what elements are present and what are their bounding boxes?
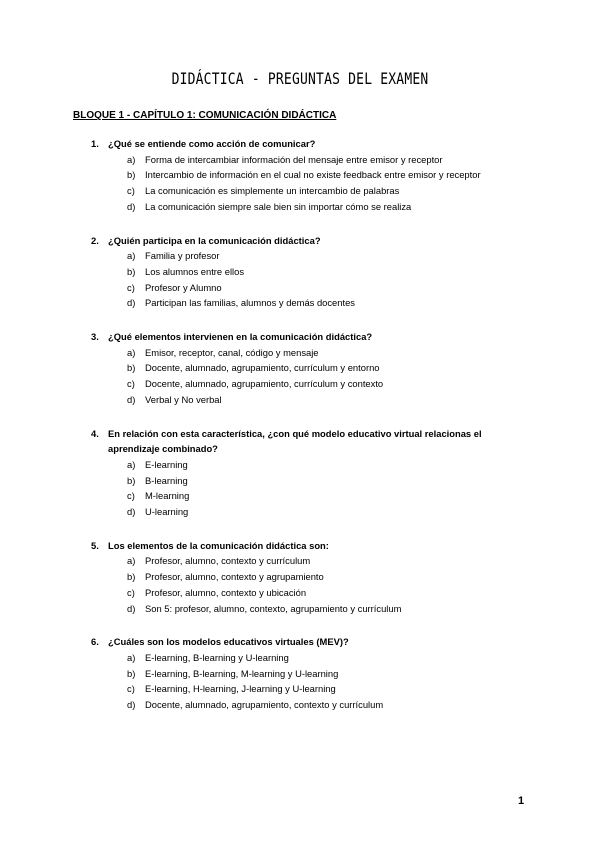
option-text: Profesor, alumno, contexto y agrupamiento bbox=[145, 571, 324, 583]
option-text: Participan las familias, alumnos y demás docentes bbox=[145, 297, 355, 309]
question-label: ¿Quién participa en la comunicación didáctica? bbox=[108, 234, 321, 246]
option-list bbox=[0, 152, 600, 215]
option-text: M-learning bbox=[145, 490, 190, 502]
option-letter: a) bbox=[127, 346, 136, 358]
question-label: Los elementos de la comunicación didáctica son: bbox=[108, 539, 329, 551]
question-text bbox=[0, 233, 600, 249]
option-letter: d) bbox=[127, 602, 136, 614]
question-label: En relación con esta característica, ¿con qué modelo educativo virtual relacionas el aprendizaje combinado? bbox=[108, 427, 482, 455]
option-letter: a) bbox=[127, 555, 136, 567]
answer-option bbox=[0, 650, 600, 666]
answer-option bbox=[0, 280, 600, 296]
answer-option bbox=[0, 488, 600, 504]
option-letter: c) bbox=[127, 490, 135, 502]
option-text: Emisor, receptor, canal, código y mensaje bbox=[145, 346, 319, 358]
answer-option bbox=[0, 248, 600, 264]
question-number: 6. bbox=[91, 636, 99, 648]
option-letter: c) bbox=[127, 683, 135, 695]
question-text bbox=[0, 136, 600, 152]
option-letter: a) bbox=[127, 651, 136, 663]
option-letter: c) bbox=[127, 586, 135, 598]
option-text: Profesor y Alumno bbox=[145, 281, 222, 293]
option-text: La comunicación es simplemente un intercambio de palabras bbox=[145, 185, 400, 197]
option-text: B-learning bbox=[145, 474, 188, 486]
answer-option bbox=[0, 585, 600, 601]
option-letter: b) bbox=[127, 169, 136, 181]
question-5 bbox=[0, 538, 600, 617]
option-letter: a) bbox=[127, 458, 136, 470]
option-letter: c) bbox=[127, 378, 135, 390]
option-letter: d) bbox=[127, 297, 136, 309]
option-text: Son 5: profesor, alumno, contexto, agrupamiento y currículum bbox=[145, 602, 402, 614]
answer-option bbox=[0, 601, 600, 617]
option-letter: d) bbox=[127, 393, 136, 405]
question-2 bbox=[0, 233, 600, 312]
option-text: U-learning bbox=[145, 506, 189, 518]
section-heading: BLOQUE 1 - CAPÍTULO 1: COMUNICACIÓN DIDÁCTICA bbox=[73, 110, 337, 121]
option-letter: b) bbox=[127, 265, 136, 277]
question-6 bbox=[0, 634, 600, 713]
option-letter: c) bbox=[127, 185, 135, 197]
option-letter: b) bbox=[127, 667, 136, 679]
option-text: Docente, alumnado, agrupamiento, contexto y currículum bbox=[145, 699, 384, 711]
answer-option bbox=[0, 392, 600, 408]
option-text: Los alumnos entre ellos bbox=[145, 265, 245, 277]
question-label: ¿Cuáles son los modelos educativos virtuales (MEV)? bbox=[108, 636, 349, 648]
question-number: 1. bbox=[91, 138, 99, 149]
answer-option bbox=[0, 569, 600, 585]
option-text: Verbal y No verbal bbox=[145, 393, 222, 405]
answer-option bbox=[0, 199, 600, 215]
answer-option bbox=[0, 295, 600, 311]
answer-option bbox=[0, 376, 600, 392]
question-label: ¿Qué elementos intervienen en la comunicación didáctica? bbox=[108, 331, 373, 343]
option-letter: b) bbox=[127, 474, 136, 486]
question-text bbox=[0, 426, 600, 457]
answer-option bbox=[0, 473, 600, 489]
option-text: E-learning, B-learning y U-learning bbox=[145, 651, 289, 663]
question-number: 5. bbox=[91, 539, 99, 551]
answer-option bbox=[0, 553, 600, 569]
question-text bbox=[0, 538, 600, 554]
option-list bbox=[0, 650, 600, 713]
option-list bbox=[0, 345, 600, 408]
question-text bbox=[0, 634, 600, 650]
option-letter: d) bbox=[127, 506, 136, 518]
answer-option bbox=[0, 264, 600, 280]
question-number: 4. bbox=[91, 427, 99, 439]
option-list bbox=[0, 457, 600, 520]
question-list bbox=[0, 136, 600, 731]
question-number: 3. bbox=[91, 331, 99, 343]
option-letter: d) bbox=[127, 200, 136, 212]
option-text: E-learning bbox=[145, 458, 188, 470]
answer-option bbox=[0, 504, 600, 520]
question-label: ¿Qué se entiende como acción de comunicar? bbox=[108, 138, 316, 149]
option-letter: a) bbox=[127, 153, 136, 165]
option-letter: b) bbox=[127, 362, 136, 374]
document-title: DIDÁCTICA - PREGUNTAS DEL EXAMEN bbox=[171, 70, 429, 89]
option-text: Familia y profesor bbox=[145, 250, 220, 262]
answer-option bbox=[0, 457, 600, 473]
answer-option bbox=[0, 681, 600, 697]
option-text: Intercambio de información en el cual no existe feedback entre emisor y receptor bbox=[145, 169, 481, 181]
option-letter: c) bbox=[127, 281, 135, 293]
answer-option bbox=[0, 183, 600, 199]
option-letter: a) bbox=[127, 250, 136, 262]
question-4 bbox=[0, 426, 600, 520]
question-number: 2. bbox=[91, 234, 99, 246]
answer-option bbox=[0, 167, 600, 183]
option-list bbox=[0, 553, 600, 616]
option-text: La comunicación siempre sale bien sin importar cómo se realiza bbox=[145, 200, 412, 212]
option-text: Profesor, alumno, contexto y currículum bbox=[145, 555, 311, 567]
option-list bbox=[0, 248, 600, 311]
option-letter: d) bbox=[127, 699, 136, 711]
option-text: E-learning, B-learning, M-learning y U-learning bbox=[145, 667, 339, 679]
option-text: Forma de intercambiar información del mensaje entre emisor y receptor bbox=[145, 153, 443, 165]
answer-option bbox=[0, 345, 600, 361]
option-text: Profesor, alumno, contexto y ubicación bbox=[145, 586, 307, 598]
question-text bbox=[0, 329, 600, 345]
answer-option bbox=[0, 152, 600, 168]
answer-option bbox=[0, 666, 600, 682]
answer-option bbox=[0, 360, 600, 376]
option-text: Docente, alumnado, agrupamiento, currículum y contexto bbox=[145, 378, 384, 390]
answer-option bbox=[0, 697, 600, 713]
question-1 bbox=[0, 136, 600, 215]
page-number: 1 bbox=[518, 795, 525, 807]
option-text: E-learning, H-learning, J-learning y U-learning bbox=[145, 683, 336, 695]
option-text: Docente, alumnado, agrupamiento, currículum y entorno bbox=[145, 362, 380, 374]
question-3 bbox=[0, 329, 600, 408]
option-letter: b) bbox=[127, 571, 136, 583]
